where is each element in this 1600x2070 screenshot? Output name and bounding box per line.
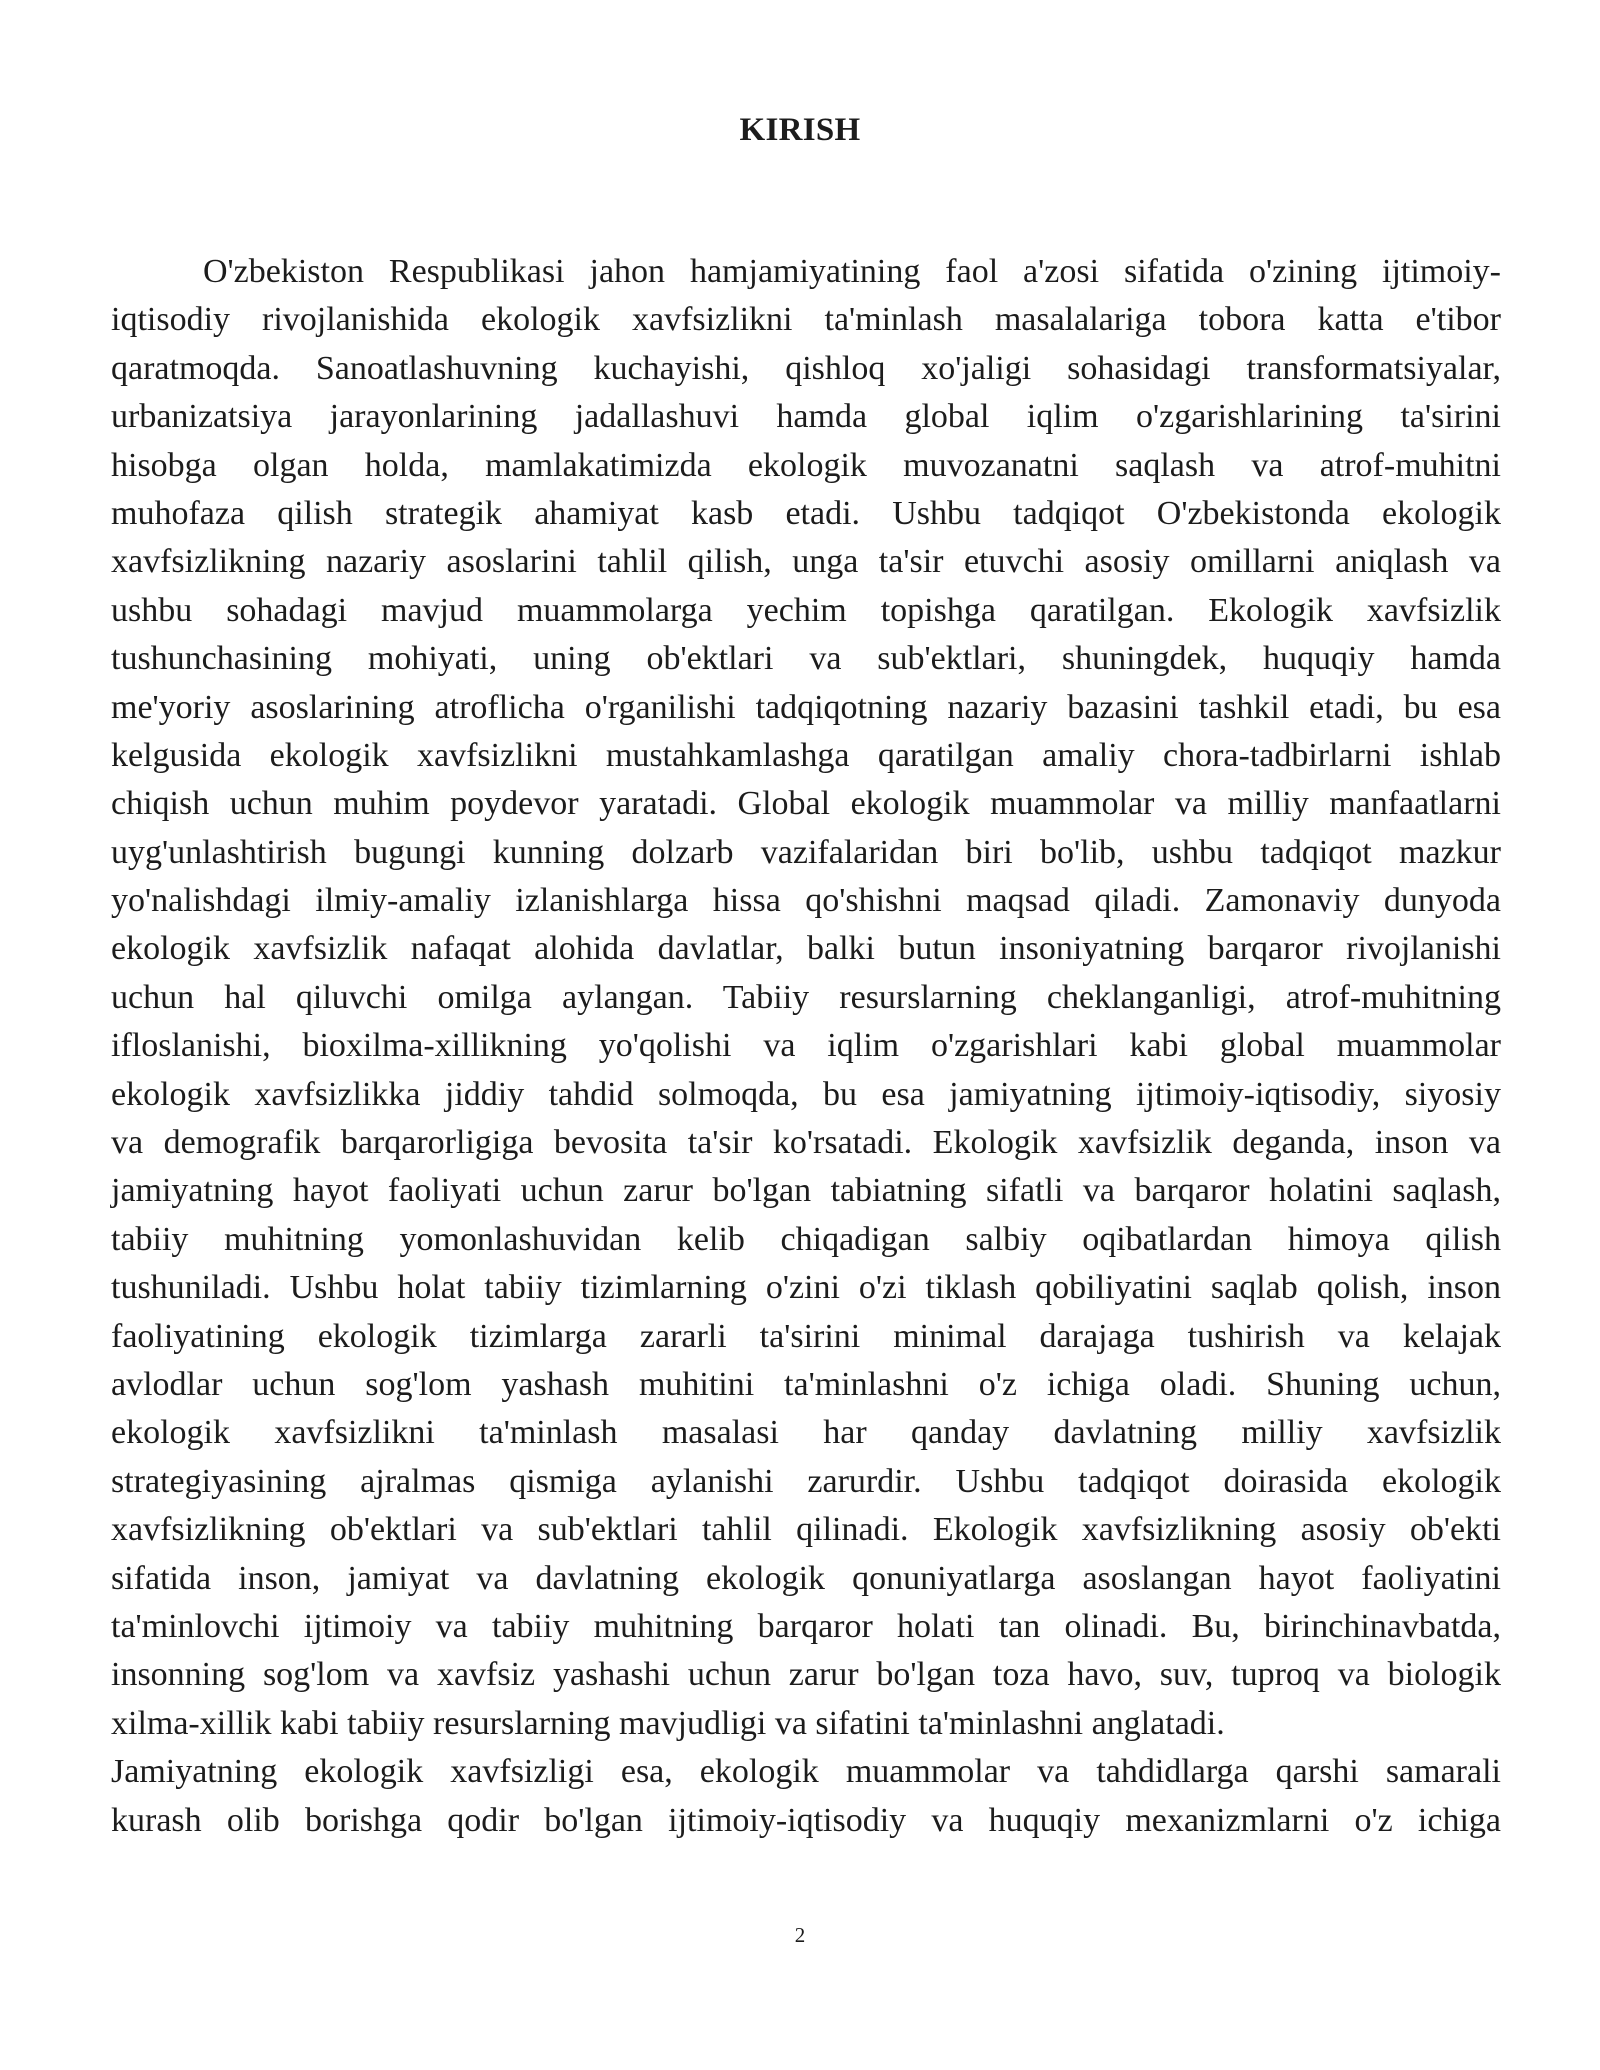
paragraph-line: iqtisodiy rivojlanishida ekologik xavfsizlikni ta'minlash masalalariga tobora katta e'tibor — [111, 301, 1501, 339]
paragraph-line: tushuniladi. Ushbu holat tabiiy tizimlarning o'zini o'zi tiklash qobiliyatini saqlab qolish, inson — [111, 1269, 1501, 1307]
paragraph-line: Jamiyatning ekologik xavfsizligi esa, ekologik muammolar va tahdidlarga qarshi samarali — [111, 1753, 1501, 1791]
paragraph-line: ifloslanishi, bioxilma-xillikning yo'qolishi va iqlim o'zgarishlari kabi global muammolar — [111, 1027, 1501, 1065]
body-paragraph — [111, 248, 1501, 1845]
paragraph-line: tabiiy muhitning yomonlashuvidan kelib chiqadigan salbiy oqibatlardan himoya qilish — [111, 1220, 1501, 1258]
paragraph-line: kelgusida ekologik xavfsizlikni mustahkamlashga qaratilgan amaliy chora-tadbirlarni ishlab — [111, 736, 1501, 774]
paragraph-line: uchun hal qiluvchi omilga aylangan. Tabiiy resurslarning cheklanganligi, atrof-muhitning — [111, 978, 1501, 1016]
paragraph-line: ekologik xavfsizlikni ta'minlash masalasi har qanday davlatning milliy xavfsizlik — [111, 1414, 1501, 1452]
paragraph-line: qaratmoqda. Sanoatlashuvning kuchayishi, qishloq xo'jaligi sohasidagi transformatsiyalar, — [111, 349, 1501, 387]
paragraph-line: avlodlar uchun sog'lom yashash muhitini ta'minlashni o'z ichiga oladi. Shuning uchun, — [111, 1365, 1501, 1403]
paragraph-line: jamiyatning hayot faoliyati uchun zarur bo'lgan tabiatning sifatli va barqaror holatini saqlash, — [111, 1172, 1501, 1210]
paragraph-line: ekologik xavfsizlikka jiddiy tahdid solmoqda, bu esa jamiyatning ijtimoiy-iqtisodiy, siyosiy — [111, 1075, 1501, 1113]
paragraph-line: kurash olib borishga qodir bo'lgan ijtimoiy-iqtisodiy va huquqiy mexanizmlarni o'z ichiga — [111, 1801, 1501, 1839]
paragraph-line: hisobga olgan holda, mamlakatimizda ekologik muvozanatni saqlash va atrof-muhitni — [111, 446, 1501, 484]
paragraph-line: uyg'unlashtirish bugungi kunning dolzarb vazifalaridan biri bo'lib, ushbu tadqiqot mazkur — [111, 833, 1501, 871]
paragraph-line: ushbu sohadagi mavjud muammolarga yechim topishga qaratilgan. Ekologik xavfsizlik — [111, 591, 1501, 629]
paragraph-line: chiqish uchun muhim poydevor yaratadi. Global ekologik muammolar va milliy manfaatlarni — [111, 785, 1501, 823]
paragraph-line: yo'nalishdagi ilmiy-amaliy izlanishlarga hissa qo'shishni maqsad qiladi. Zamonaviy dunyoda — [111, 882, 1501, 920]
paragraph-line: va demografik barqarorligiga bevosita ta'sir ko'rsatadi. Ekologik xavfsizlik deganda, inson va — [111, 1124, 1501, 1162]
paragraph-line: muhofaza qilish strategik ahamiyat kasb etadi. Ushbu tadqiqot O'zbekistonda ekologik — [111, 494, 1501, 532]
paragraph-line: xilma-xillik kabi tabiiy resurslarning mavjudligi va sifatini ta'minlashni anglatadi. — [111, 1704, 1225, 1742]
page-number: 2 — [794, 1923, 806, 1947]
paragraph-line: insonning sog'lom va xavfsiz yashashi uchun zarur bo'lgan toza havo, suv, tuproq va biologik — [111, 1656, 1501, 1694]
paragraph-line: sifatida inson, jamiyat va davlatning ekologik qonuniyatlarga asoslangan hayot faoliyatini — [111, 1559, 1501, 1597]
paragraph-line: O'zbekiston Respublikasi jahon hamjamiyatining faol a'zosi sifatida o'zining ijtimoiy- — [203, 253, 1501, 290]
paragraph-line: xavfsizlikning nazariy asoslarini tahlil qilish, unga ta'sir etuvchi asosiy omillarni aniqlash va — [111, 543, 1501, 581]
paragraph-line: xavfsizlikning ob'ektlari va sub'ektlari tahlil qilinadi. Ekologik xavfsizlikning asosiy ob'ekti — [111, 1511, 1501, 1549]
paragraph-line: tushunchasining mohiyati, uning ob'ektlari va sub'ektlari, shuningdek, huquqiy hamda — [111, 640, 1501, 678]
paragraph-line: strategiyasining ajralmas qismiga aylanishi zarurdir. Ushbu tadqiqot doirasida ekologik — [111, 1462, 1501, 1500]
paragraph-line: me'yoriy asoslarining atroflicha o'rganilishi tadqiqotning nazariy bazasini tashkil etadi, bu esa — [111, 688, 1501, 726]
paragraph-line: ekologik xavfsizlik nafaqat alohida davlatlar, balki butun insoniyatning barqaror rivojlanishi — [111, 930, 1501, 968]
paragraph-line: ta'minlovchi ijtimoiy va tabiiy muhitning barqaror holati tan olinadi. Bu, birinchinavbatda, — [111, 1607, 1501, 1645]
paragraph-line: faoliyatining ekologik tizimlarga zararli ta'sirini minimal darajaga tushirish va kelajak — [111, 1317, 1501, 1355]
page-title: KIRISH — [739, 112, 861, 148]
paragraph-line: urbanizatsiya jarayonlarining jadallashuvi hamda global iqlim o'zgarishlarining ta'sirini — [111, 398, 1501, 436]
